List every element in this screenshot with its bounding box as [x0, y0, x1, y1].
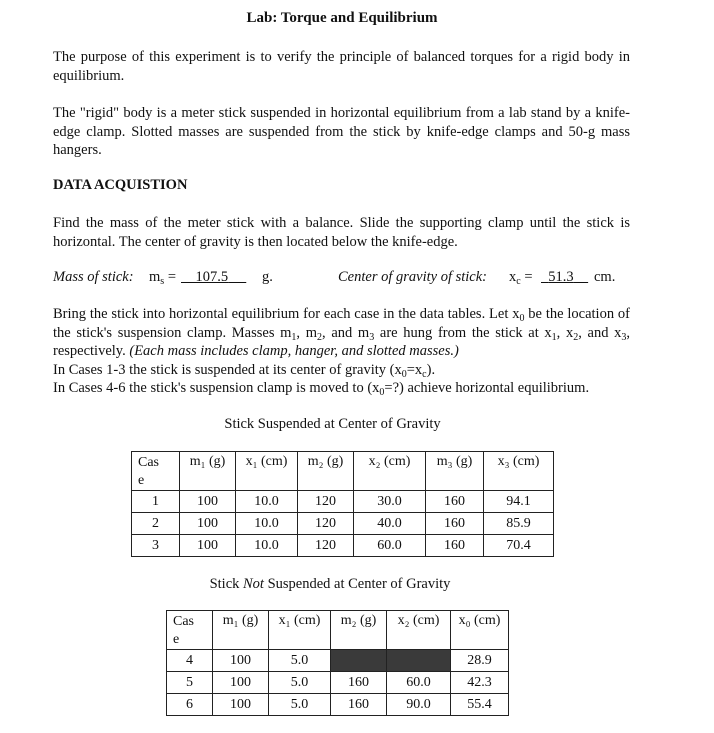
- table1-header-cell: x₁ (cm): [236, 452, 298, 491]
- table-cell: 30.0: [354, 491, 426, 513]
- find-mass-paragraph: Find the mass of the meter stick with a balance. Slide the supporting clamp until the stick is horizontal. The center of gravity is then located below the knife-edge.: [53, 215, 630, 250]
- table-cell: 100: [180, 535, 236, 557]
- table-cell: 55.4: [451, 694, 509, 716]
- table-row: [132, 491, 554, 513]
- table-cell: 100: [213, 672, 269, 694]
- table-cell: 60.0: [354, 535, 426, 557]
- table-cell: 28.9: [451, 650, 509, 672]
- table-cell: 70.4: [484, 535, 554, 557]
- cg-value: 51.3: [548, 269, 574, 285]
- table-cell: 100: [213, 650, 269, 672]
- table-cell: 5.0: [269, 694, 331, 716]
- table2-header-row: [167, 611, 509, 650]
- table-cell: 60.0: [387, 672, 451, 694]
- table-cell: 42.3: [451, 672, 509, 694]
- table-cell: 2: [132, 513, 180, 535]
- table-cell: 1: [132, 491, 180, 513]
- table1-header-case: Cas e: [132, 452, 180, 491]
- table2-header-cell: x₂ (cm): [387, 611, 451, 650]
- table2-header-case: Cas e: [167, 611, 213, 650]
- table1-header-cell: m₁ (g): [180, 452, 236, 491]
- table-cell: 160: [331, 694, 387, 716]
- table-cell: 160: [331, 672, 387, 694]
- table-cell: 10.0: [236, 513, 298, 535]
- table-cell: 100: [180, 513, 236, 535]
- table-cell: 6: [167, 694, 213, 716]
- table-cell: 3: [132, 535, 180, 557]
- mass-symbol: $m_s$ =: [149, 269, 176, 287]
- cg-unit: cm.: [594, 269, 616, 285]
- instructions-paragraph: Bring the stick into horizontal equilibrium for each case in the data tables. Let $x_0$ be the location of the stick's suspension clamp. Masses $m_1$, $m_2$, and $m_3$ are hung from the stick at $x_1$, $x_2$, and $x_3$, respectively. (Each mass includes clamp, hanger, and slotted masses.) In Cases 1-3 the stick is suspended at its center of gravity $(x_0=x_c)$. In Cases 4-6 the stick's suspension clamp is moved to $(x_0=?)$ achieve horizontal equilibrium.: [53, 306, 631, 398]
- purpose-paragraph: The purpose of this experiment is to verify the principle of balanced torques for a rigid body in equilibrium.: [53, 49, 630, 84]
- table-row: [167, 672, 509, 694]
- table-row: [167, 650, 509, 672]
- table1-caption: Stick Suspended at Center of Gravity: [224, 416, 441, 432]
- cg-label: Center of gravity of stick:: [338, 269, 487, 285]
- table-cell: 100: [180, 491, 236, 513]
- table-cell: 10.0: [236, 535, 298, 557]
- table-cell: 85.9: [484, 513, 554, 535]
- table-cell: 5.0: [269, 672, 331, 694]
- table-cell: 100: [213, 694, 269, 716]
- table2-header-cell: m₁ (g): [213, 611, 269, 650]
- mass-value: 107.5: [195, 269, 229, 285]
- table1-header-cell: m₂ (g): [298, 452, 354, 491]
- table-cell: 5: [167, 672, 213, 694]
- data-acquisition-heading: DATA ACQUISTION: [53, 177, 188, 193]
- table-row: [167, 694, 509, 716]
- table1-header-cell: m₃ (g): [426, 452, 484, 491]
- mass-line: [53, 269, 653, 289]
- table-cell: 5.0: [269, 650, 331, 672]
- table1-header-cell: x₂ (cm): [354, 452, 426, 491]
- table-cell: 160: [426, 535, 484, 557]
- table-cell: 90.0: [387, 694, 451, 716]
- table-row: [132, 535, 554, 557]
- table2-header-cell: x₁ (cm): [269, 611, 331, 650]
- table1-header-row: [132, 452, 554, 491]
- table-cell: 120: [298, 513, 354, 535]
- table-cell: 160: [426, 491, 484, 513]
- table1-header-cell: x₃ (cm): [484, 452, 554, 491]
- mass-unit: g.: [262, 269, 273, 285]
- table-row: [132, 513, 554, 535]
- mass-label: Mass of stick:: [53, 269, 134, 285]
- table2-header-cell: m₂ (g): [331, 611, 387, 650]
- table-cell: 120: [298, 535, 354, 557]
- page-title: Lab: Torque and Equilibrium: [246, 10, 438, 26]
- table2-caption: Stick Not Suspended at Center of Gravity: [209, 576, 451, 592]
- table-cell-shaded: [387, 650, 451, 672]
- cg-symbol: $x_c$ =: [509, 269, 533, 287]
- table2: [166, 610, 509, 716]
- table2-header-cell: x₀ (cm): [451, 611, 509, 650]
- table-cell: 4: [167, 650, 213, 672]
- table-cell: 94.1: [484, 491, 554, 513]
- table-cell-shaded: [331, 650, 387, 672]
- rigid-body-paragraph: The "rigid" body is a meter stick suspended in horizontal equilibrium from a lab stand by a knife-edge clamp. Slotted masses are suspended from the stick by knife-edge clamps and 50-g mass hangers.: [53, 105, 630, 158]
- table1: [131, 451, 554, 557]
- table-cell: 10.0: [236, 491, 298, 513]
- table-cell: 120: [298, 491, 354, 513]
- table-cell: 160: [426, 513, 484, 535]
- table-cell: 40.0: [354, 513, 426, 535]
